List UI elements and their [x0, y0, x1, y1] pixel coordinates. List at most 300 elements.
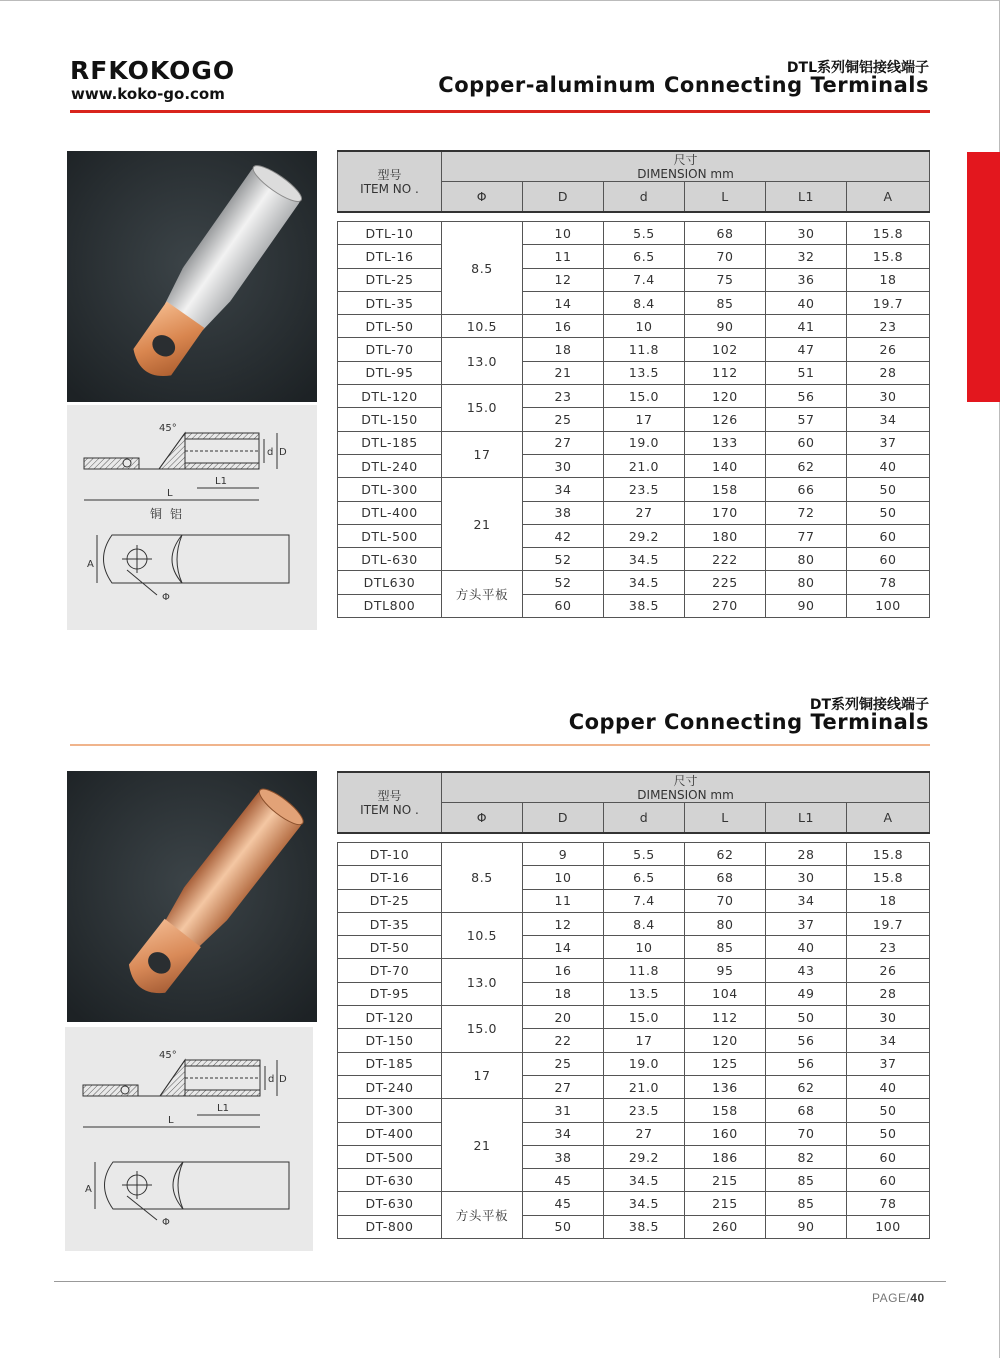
dimension-cell: 260: [685, 1215, 766, 1238]
dimension-cell: 50: [847, 1099, 930, 1122]
section1-divider: [70, 110, 930, 113]
phi-cell: 15.0: [442, 1006, 523, 1053]
table-row: [338, 1029, 930, 1052]
table-row: [338, 889, 930, 912]
page-number-value: 40: [910, 1291, 925, 1305]
dimension-cell: 18: [523, 338, 604, 361]
model-cell: DTL-10: [338, 222, 442, 245]
dimension-cell: 77: [766, 524, 847, 547]
dimension-cell: 34: [847, 408, 930, 431]
dimension-cell: 75: [685, 268, 766, 291]
dimension-cell: 30: [523, 454, 604, 477]
model-cell: DTL800: [338, 594, 442, 617]
dimension-cell: 180: [685, 524, 766, 547]
dimension-cell: 36: [766, 268, 847, 291]
table-gap: [338, 833, 930, 843]
drawing-d-label: d: [268, 1074, 275, 1085]
dimension-cell: 215: [685, 1192, 766, 1215]
model-cell: DTL-50: [338, 315, 442, 338]
dimension-cell: 38: [523, 1145, 604, 1168]
brand-website: www.koko-go.com: [71, 85, 225, 103]
model-cell: DTL-16: [338, 245, 442, 268]
dimension-cell: 85: [685, 936, 766, 959]
dimension-cell: 43: [766, 959, 847, 982]
dimension-cell: 38: [523, 501, 604, 524]
column-header: L: [685, 803, 766, 834]
model-cell: DT-240: [338, 1075, 442, 1098]
dimension-cell: 19.7: [847, 291, 930, 314]
model-cell: DT-95: [338, 982, 442, 1005]
brand-logo: RFKOKOGO: [70, 56, 236, 85]
dimension-cell: 34: [523, 1122, 604, 1145]
dimension-cell: 85: [685, 291, 766, 314]
model-cell: DTL-25: [338, 268, 442, 291]
table-row: [338, 501, 930, 524]
dimension-cell: 60: [523, 594, 604, 617]
table-row: [338, 1099, 930, 1122]
dimension-cell: 10: [523, 222, 604, 245]
dimension-cell: 68: [766, 1099, 847, 1122]
dimension-cell: 50: [766, 1006, 847, 1029]
dimension-cell: 104: [685, 982, 766, 1005]
drawing-D-label: D: [279, 447, 287, 458]
model-cell: DT-25: [338, 889, 442, 912]
dimension-cell: 72: [766, 501, 847, 524]
model-cell: DTL630: [338, 571, 442, 594]
dimension-cell: 70: [685, 889, 766, 912]
section2-title-cn: DT系列铜接线端子: [809, 697, 929, 713]
dimension-cell: 47: [766, 338, 847, 361]
dimension-cell: 12: [523, 912, 604, 935]
dimension-cell: 26: [847, 959, 930, 982]
dimension-cell: 112: [685, 361, 766, 384]
dimension-cell: 34.5: [604, 1192, 685, 1215]
phi-cell: 21: [442, 1099, 523, 1192]
table-row: [338, 431, 930, 454]
model-cell: DT-400: [338, 1122, 442, 1145]
dimension-cell: 37: [766, 912, 847, 935]
column-header: A: [847, 803, 930, 834]
drawing-angle-label: 45°: [159, 423, 177, 434]
dimension-cell: 60: [847, 1145, 930, 1168]
column-header: L: [685, 182, 766, 213]
dimension-cell: 25: [523, 1052, 604, 1075]
model-cell: DT-50: [338, 936, 442, 959]
dimension-cell: 37: [847, 431, 930, 454]
model-cell: DT-800: [338, 1215, 442, 1238]
dimension-cell: 15.0: [604, 1006, 685, 1029]
table-row: [338, 936, 930, 959]
drawing-A-label: A: [85, 1184, 92, 1195]
table-row: [338, 1215, 930, 1238]
table-row: [338, 594, 930, 617]
model-cell: DTL-70: [338, 338, 442, 361]
dimension-cell: 45: [523, 1192, 604, 1215]
dimension-cell: 136: [685, 1075, 766, 1098]
dimension-cell: 17: [604, 1029, 685, 1052]
table-row: [338, 843, 930, 866]
dimension-cell: 11: [523, 245, 604, 268]
model-cell: DT-150: [338, 1029, 442, 1052]
item-no-header: [338, 772, 442, 833]
dimension-cell: 50: [847, 478, 930, 501]
column-header: A: [847, 182, 930, 213]
table-row: [338, 1169, 930, 1192]
dimension-cell: 17: [604, 408, 685, 431]
dimension-header-en: DIMENSION mm: [637, 166, 734, 181]
dimension-cell: 62: [766, 1075, 847, 1098]
table-gap: [338, 212, 930, 222]
dimension-cell: 90: [766, 1215, 847, 1238]
table-row: [338, 1192, 930, 1215]
dimension-cell: 215: [685, 1169, 766, 1192]
dimension-cell: 126: [685, 408, 766, 431]
side-red-tab: [967, 152, 1000, 402]
dimension-cell: 80: [766, 571, 847, 594]
dimension-cell: 112: [685, 1006, 766, 1029]
dimension-cell: 158: [685, 1099, 766, 1122]
dimension-cell: 66: [766, 478, 847, 501]
dimension-cell: 50: [523, 1215, 604, 1238]
section2-product-photo: [67, 771, 317, 1022]
dimension-cell: 50: [847, 1122, 930, 1145]
phi-cell: 方头平板: [442, 571, 523, 618]
phi-cell: 方头平板: [442, 1192, 523, 1239]
table-row: [338, 408, 930, 431]
phi-cell: 8.5: [442, 843, 523, 913]
page-border-top: [0, 0, 1000, 1]
model-cell: DT-10: [338, 843, 442, 866]
dimension-cell: 32: [766, 245, 847, 268]
drawing-D-label: D: [279, 1074, 287, 1085]
section1-technical-drawing: [67, 405, 317, 630]
dimension-cell: 15.8: [847, 843, 930, 866]
dimension-cell: 6.5: [604, 866, 685, 889]
dimension-cell: 10: [523, 866, 604, 889]
dimension-cell: 8.4: [604, 912, 685, 935]
dimension-cell: 38.5: [604, 1215, 685, 1238]
dimension-cell: 9: [523, 843, 604, 866]
section2-title-en: Copper Connecting Terminals: [568, 710, 929, 734]
model-cell: DTL-400: [338, 501, 442, 524]
item-no-header: [338, 151, 442, 212]
dimension-cell: 68: [685, 222, 766, 245]
dimension-cell: 225: [685, 571, 766, 594]
model-cell: DTL-95: [338, 361, 442, 384]
dimension-cell: 60: [847, 1169, 930, 1192]
dimension-cell: 28: [766, 843, 847, 866]
dimension-cell: 45: [523, 1169, 604, 1192]
dimension-cell: 102: [685, 338, 766, 361]
phi-cell: 17: [442, 1052, 523, 1099]
model-cell: DT-70: [338, 959, 442, 982]
phi-cell: 10.5: [442, 912, 523, 959]
dimension-cell: 30: [766, 866, 847, 889]
dimension-cell: 52: [523, 548, 604, 571]
table-row: [338, 959, 930, 982]
column-header: D: [523, 182, 604, 213]
model-cell: DT-630: [338, 1169, 442, 1192]
page-label: PAGE/: [872, 1291, 911, 1305]
dimension-cell: 11.8: [604, 338, 685, 361]
column-header: L1: [766, 182, 847, 213]
dimension-cell: 27: [523, 1075, 604, 1098]
dimension-cell: 85: [766, 1169, 847, 1192]
drawing-aluminum-label: 铝: [170, 507, 183, 521]
drawing-A-label: A: [87, 559, 94, 570]
phi-cell: 10.5: [442, 315, 523, 338]
dimension-cell: 160: [685, 1122, 766, 1145]
table-row: [338, 982, 930, 1005]
dimension-cell: 51: [766, 361, 847, 384]
model-cell: DTL-120: [338, 385, 442, 408]
dimension-cell: 7.4: [604, 268, 685, 291]
dimension-cell: 49: [766, 982, 847, 1005]
dimension-cell: 186: [685, 1145, 766, 1168]
dimension-cell: 120: [685, 385, 766, 408]
dimension-cell: 23: [523, 385, 604, 408]
table-row: [338, 1145, 930, 1168]
phi-cell: 15.0: [442, 385, 523, 432]
dimension-cell: 19.0: [604, 431, 685, 454]
dimension-cell: 34.5: [604, 571, 685, 594]
dimension-header-cn: 尺寸: [673, 152, 698, 167]
dimension-cell: 158: [685, 478, 766, 501]
dimension-cell: 34.5: [604, 1169, 685, 1192]
dimension-cell: 95: [685, 959, 766, 982]
dimension-cell: 18: [523, 982, 604, 1005]
dimension-cell: 30: [766, 222, 847, 245]
model-cell: DTL-500: [338, 524, 442, 547]
column-header: d: [604, 182, 685, 213]
phi-cell: 17: [442, 431, 523, 478]
dimension-cell: 30: [847, 385, 930, 408]
dimension-cell: 11.8: [604, 959, 685, 982]
dimension-cell: 41: [766, 315, 847, 338]
dimension-cell: 18: [847, 889, 930, 912]
item-no-header-cn: 型号: [377, 167, 402, 182]
dimension-cell: 30: [847, 1006, 930, 1029]
dimension-cell: 7.4: [604, 889, 685, 912]
column-header: L1: [766, 803, 847, 834]
dimension-cell: 125: [685, 1052, 766, 1075]
drawing-phi-label: Φ: [162, 592, 170, 603]
dimension-cell: 133: [685, 431, 766, 454]
drawing-L-label: L: [168, 1115, 174, 1126]
model-cell: DTL-185: [338, 431, 442, 454]
model-cell: DTL-150: [338, 408, 442, 431]
drawing-copper-label: 铜: [150, 507, 163, 521]
model-cell: DT-120: [338, 1006, 442, 1029]
dimension-cell: 40: [847, 1075, 930, 1098]
table-header-row: [338, 772, 930, 803]
dimension-cell: 22: [523, 1029, 604, 1052]
dimension-cell: 34: [766, 889, 847, 912]
table-row: [338, 385, 930, 408]
dimension-cell: 222: [685, 548, 766, 571]
dimension-cell: 23.5: [604, 1099, 685, 1122]
dimension-cell: 23: [847, 936, 930, 959]
dimension-header-en: DIMENSION mm: [637, 787, 734, 802]
dimension-cell: 62: [766, 454, 847, 477]
model-cell: DTL-630: [338, 548, 442, 571]
dimension-cell: 68: [685, 866, 766, 889]
phi-cell: 13.0: [442, 338, 523, 385]
model-cell: DT-16: [338, 866, 442, 889]
table-row: [338, 245, 930, 268]
dimension-cell: 5.5: [604, 843, 685, 866]
column-header: D: [523, 803, 604, 834]
drawing-L1-label: L1: [217, 1103, 229, 1114]
drawing-L1-label: L1: [215, 476, 227, 487]
dimension-cell: 19.0: [604, 1052, 685, 1075]
dimension-cell: 8.4: [604, 291, 685, 314]
item-no-header-en: ITEM NO .: [360, 802, 419, 817]
drawing-d-label: d: [267, 447, 274, 458]
table-row: [338, 571, 930, 594]
dimension-cell: 27: [604, 501, 685, 524]
table-row: [338, 1122, 930, 1145]
table-row: [338, 315, 930, 338]
table-row: [338, 338, 930, 361]
dimension-cell: 34: [523, 478, 604, 501]
dimension-cell: 80: [766, 548, 847, 571]
section2-divider: [70, 744, 930, 746]
model-cell: DTL-240: [338, 454, 442, 477]
dimension-cell: 78: [847, 1192, 930, 1215]
table-row: [338, 548, 930, 571]
dimension-cell: 28: [847, 982, 930, 1005]
model-cell: DT-35: [338, 912, 442, 935]
dimension-cell: 100: [847, 594, 930, 617]
dimension-cell: 56: [766, 1029, 847, 1052]
dimension-cell: 21.0: [604, 454, 685, 477]
drawing-phi-label: Φ: [162, 1217, 170, 1228]
dimension-cell: 60: [766, 431, 847, 454]
dimension-cell: 12: [523, 268, 604, 291]
dimension-header-cn: 尺寸: [673, 773, 698, 788]
table-row: [338, 478, 930, 501]
dimension-cell: 70: [685, 245, 766, 268]
dimension-cell: 21: [523, 361, 604, 384]
table-row: [338, 1075, 930, 1098]
dimension-cell: 31: [523, 1099, 604, 1122]
model-cell: DTL-35: [338, 291, 442, 314]
dimension-cell: 28: [847, 361, 930, 384]
dimension-cell: 34: [847, 1029, 930, 1052]
dimension-cell: 18: [847, 268, 930, 291]
table-row: [338, 222, 930, 245]
table-gap-cell: [338, 833, 930, 843]
dimension-cell: 16: [523, 315, 604, 338]
dimension-cell: 140: [685, 454, 766, 477]
section1-spec-table: [337, 150, 930, 618]
section1-title-cn: DTL系列铜铝接线端子: [786, 60, 929, 76]
column-header: Φ: [442, 182, 523, 213]
item-no-header-cn: 型号: [377, 788, 402, 803]
dimension-cell: 40: [766, 936, 847, 959]
column-header: Φ: [442, 803, 523, 834]
dimension-cell: 270: [685, 594, 766, 617]
dimension-cell: 29.2: [604, 1145, 685, 1168]
dimension-header: [442, 151, 930, 182]
dimension-cell: 40: [766, 291, 847, 314]
phi-cell: 13.0: [442, 959, 523, 1006]
dimension-cell: 23.5: [604, 478, 685, 501]
dimension-cell: 23: [847, 315, 930, 338]
dimension-cell: 27: [604, 1122, 685, 1145]
phi-cell: 8.5: [442, 222, 523, 315]
dimension-cell: 15.8: [847, 245, 930, 268]
dimension-cell: 26: [847, 338, 930, 361]
dimension-cell: 34.5: [604, 548, 685, 571]
model-cell: DT-500: [338, 1145, 442, 1168]
dimension-cell: 11: [523, 889, 604, 912]
dimension-cell: 6.5: [604, 245, 685, 268]
table-row: [338, 866, 930, 889]
dimension-cell: 40: [847, 454, 930, 477]
dimension-cell: 10: [604, 315, 685, 338]
section2-spec-table: [337, 771, 930, 1239]
column-header: d: [604, 803, 685, 834]
dimension-cell: 13.5: [604, 982, 685, 1005]
dimension-cell: 57: [766, 408, 847, 431]
dimension-cell: 5.5: [604, 222, 685, 245]
drawing-angle-label: 45°: [159, 1050, 177, 1061]
dimension-cell: 78: [847, 571, 930, 594]
dimension-cell: 27: [523, 431, 604, 454]
dimension-cell: 56: [766, 385, 847, 408]
dimension-cell: 52: [523, 571, 604, 594]
phi-cell: 21: [442, 478, 523, 571]
table-row: [338, 1052, 930, 1075]
dimension-cell: 37: [847, 1052, 930, 1075]
table-row: [338, 912, 930, 935]
dimension-cell: 50: [847, 501, 930, 524]
table-row: [338, 291, 930, 314]
dimension-cell: 82: [766, 1145, 847, 1168]
dimension-cell: 70: [766, 1122, 847, 1145]
table-row: [338, 1006, 930, 1029]
model-cell: DT-185: [338, 1052, 442, 1075]
section2-technical-drawing: [65, 1027, 313, 1251]
page-number: [872, 1291, 925, 1305]
dimension-cell: 85: [766, 1192, 847, 1215]
dimension-cell: 14: [523, 291, 604, 314]
section1-product-photo: [67, 151, 317, 402]
dimension-cell: 15.8: [847, 222, 930, 245]
dimension-cell: 21.0: [604, 1075, 685, 1098]
dimension-header: [442, 772, 930, 803]
dimension-cell: 15.0: [604, 385, 685, 408]
table-row: [338, 268, 930, 291]
dimension-cell: 80: [685, 912, 766, 935]
dimension-cell: 170: [685, 501, 766, 524]
dimension-cell: 90: [685, 315, 766, 338]
dimension-cell: 100: [847, 1215, 930, 1238]
table-gap-cell: [338, 212, 930, 222]
model-cell: DTL-300: [338, 478, 442, 501]
dimension-cell: 38.5: [604, 594, 685, 617]
dimension-cell: 16: [523, 959, 604, 982]
dimension-cell: 60: [847, 524, 930, 547]
dimension-cell: 90: [766, 594, 847, 617]
dimension-cell: 25: [523, 408, 604, 431]
dimension-cell: 10: [604, 936, 685, 959]
dimension-cell: 19.7: [847, 912, 930, 935]
dimension-cell: 42: [523, 524, 604, 547]
section1-title-en: Copper-aluminum Connecting Terminals: [438, 73, 929, 97]
